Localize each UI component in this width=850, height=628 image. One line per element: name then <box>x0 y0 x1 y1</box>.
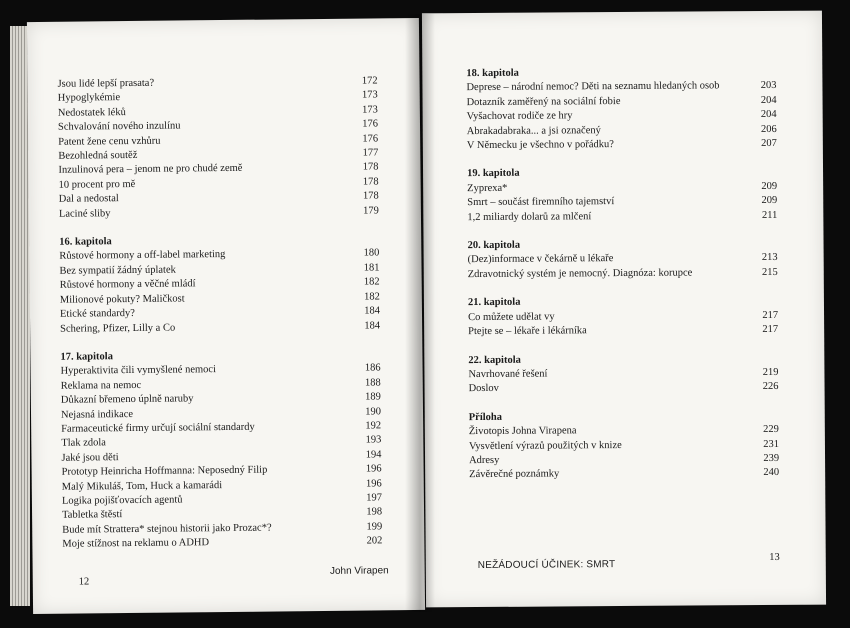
toc-entry-title: Patent žene cenu vzhůru <box>58 135 161 148</box>
toc-entry-page: 231 <box>763 438 779 450</box>
toc-entry-title: Bude mít Strattera* stejnou historii jako Prozac*? <box>62 522 272 536</box>
chapter-heading: 16. kapitola <box>59 236 112 248</box>
toc-entry-title: Moje stížnost na reklamu o ADHD <box>62 537 210 550</box>
toc-entry-page: 217 <box>762 324 779 336</box>
right-toc <box>466 65 779 483</box>
toc-entry-page: 226 <box>762 381 779 393</box>
toc-entry-page: 239 <box>763 452 780 464</box>
running-head-author: John Virapen <box>329 565 389 577</box>
toc-entry <box>469 466 779 483</box>
toc-entry-title: Farmaceutické firmy určují sociální standardy <box>61 421 255 435</box>
toc-entry-page: 192 <box>365 420 382 432</box>
toc-entry-page: 219 <box>762 366 779 378</box>
toc-entry-page: 180 <box>363 247 380 260</box>
toc-entry-title: Doslov <box>468 383 499 395</box>
toc-entry-title: Ptejte se – lékaře i lékárníka <box>468 325 587 338</box>
toc-entry-title: Zdravotnický systém je nemocný. Diagnóza: korupce <box>467 267 693 280</box>
book-gutter <box>405 14 435 612</box>
toc-entry-title: Životopis Johna Virapena <box>468 425 577 438</box>
toc-entry-page: 202 <box>366 535 383 547</box>
chapter-heading: Příloha <box>468 411 503 423</box>
toc-entry-page: 186 <box>364 362 381 374</box>
toc-entry-title: Etické standardy? <box>59 308 135 320</box>
toc-entry-title: Prototyp Heinricha Hoffmanna: Neposedný Filip <box>61 464 268 478</box>
toc-entry-page: 207 <box>761 137 777 150</box>
chapter-heading: 19. kapitola <box>467 168 520 180</box>
toc-entry-title: Dotazník zaměřený na sociální fobie <box>466 95 621 108</box>
toc-entry-page: 209 <box>761 195 778 207</box>
right-page-number: 13 <box>769 551 780 563</box>
toc-entry-page: 173 <box>362 104 378 116</box>
toc-entry-title: Růstové hormony a off-label marketing <box>59 249 226 263</box>
toc-entry-page: 178 <box>362 161 379 173</box>
toc-entry-page: 173 <box>361 89 378 101</box>
toc-entry-title: Navrhované řešení <box>468 368 548 380</box>
toc-entry-page: 178 <box>362 190 379 202</box>
left-page <box>27 18 425 614</box>
toc-entry-page: 179 <box>363 205 379 217</box>
toc-entry-title: Zyprexa* <box>467 182 508 194</box>
right-page <box>422 11 826 608</box>
toc-entry-page: 172 <box>361 75 378 87</box>
toc-entry-title: Hypoglykémie <box>57 92 121 105</box>
chapter-heading: 20. kapitola <box>467 239 521 252</box>
toc-entry-title: 10 procent pro mě <box>58 178 136 191</box>
toc-entry-page: 176 <box>362 118 379 130</box>
toc-entry-title: Jsou lidé lepší prasata? <box>57 77 155 90</box>
toc-entry-title: Závěrečné poznámky <box>469 468 560 481</box>
toc-entry-title: Dal a nedostal <box>58 193 119 205</box>
toc-entry-title: Laciné sliby <box>58 207 111 220</box>
toc-entry-page: 198 <box>366 506 383 518</box>
toc-entry-page: 206 <box>760 123 777 135</box>
toc-entry-page: 190 <box>365 405 382 418</box>
toc-entry-page: 204 <box>760 109 777 121</box>
toc-entry-title: Smrt – součást firemního tajemství <box>467 196 615 209</box>
toc-entry-title: Logika pojišťovacích agentů <box>61 494 183 507</box>
toc-entry-page: 199 <box>366 521 383 533</box>
toc-entry-title: Jaké jsou děti <box>61 451 119 464</box>
toc-entry-page: 211 <box>761 209 778 221</box>
toc-entry-title: Abrakadabraka... a jsi označený <box>466 124 601 137</box>
toc-entry-title: Tabletka štěstí <box>62 509 123 522</box>
toc-entry-title: Růstové hormony a věčné mládí <box>59 278 196 292</box>
toc-entry-page: 229 <box>763 424 779 436</box>
chapter-heading: 18. kapitola <box>466 67 519 80</box>
toc-entry-page: 215 <box>761 266 778 278</box>
toc-entry-title: Schering, Pfizer, Lilly a Co <box>60 322 176 335</box>
toc-entry-page: 209 <box>761 180 778 192</box>
toc-entry-title: Bezohledná soutěž <box>58 149 138 162</box>
chapter-heading: 21. kapitola <box>467 297 521 309</box>
chapter-heading: 22. kapitola <box>468 354 521 366</box>
toc-entry-title: (Dez)informace v čekárně u lékaře <box>467 253 614 266</box>
toc-entry-page: 188 <box>364 377 381 389</box>
toc-entry-title: Adresy <box>469 454 500 467</box>
toc-entry <box>62 535 382 553</box>
toc-entry-title: Tlak zdola <box>61 437 106 450</box>
toc-entry-page: 178 <box>362 176 379 188</box>
left-page-number: 12 <box>78 576 90 588</box>
toc-entry-page: 196 <box>365 463 382 475</box>
toc-entry-title: Bez sympatií žádný úplatek <box>59 264 176 277</box>
toc-entry-page: 194 <box>365 449 382 461</box>
toc-entry-page: 184 <box>364 305 381 317</box>
chapter-heading: 17. kapitola <box>60 351 113 363</box>
toc-entry-page: 204 <box>760 94 777 106</box>
toc-entry-title: Milionové pokuty? Maličkost <box>59 293 185 306</box>
toc-entry-page: 217 <box>762 309 779 321</box>
toc-entry-title: Deprese – národní nemoc? Děti na seznamu hledaných osob <box>466 80 720 94</box>
toc-entry-title: 1,2 miliardy dolarů za mlčení <box>467 210 592 223</box>
toc-entry-page: 177 <box>362 147 379 159</box>
toc-entry-title: V Německu je všechno v pořádku? <box>466 139 614 152</box>
toc-entry-title: Hyperaktivita čili vymyšlené nemoci <box>60 364 217 378</box>
toc-entry-title: Malý Mikuláš, Tom, Huck a kamarádi <box>61 479 223 493</box>
toc-entry-page: 181 <box>363 262 380 274</box>
toc-entry-title: Inzulinová pera – jenom ne pro chudé země <box>58 163 243 177</box>
toc-entry-title: Vysvětlení výrazů použitých v knize <box>468 439 622 452</box>
toc-entry-page: 196 <box>365 477 382 490</box>
toc-entry-page: 182 <box>363 291 380 303</box>
toc-entry-title: Vyšachovat rodiče ze hry <box>466 110 573 123</box>
toc-entry-title: Nedostatek léků <box>57 106 126 119</box>
toc-entry-title: Schvalování nového inzulínu <box>57 120 181 133</box>
toc-entry-title: Co můžete udělat vy <box>468 311 555 323</box>
running-head-title: NEŽÁDOUCÍ ÚČINEK: SMRT <box>477 559 616 572</box>
left-toc <box>57 74 382 552</box>
toc-entry-page: 240 <box>763 467 780 479</box>
toc-entry-page: 182 <box>363 276 380 288</box>
toc-entry-page: 184 <box>364 319 381 332</box>
toc-entry-page: 176 <box>362 133 379 145</box>
toc-entry-page: 189 <box>365 391 381 403</box>
toc-entry-page: 197 <box>366 492 382 504</box>
toc-entry-page: 193 <box>365 434 382 446</box>
toc-entry-title: Reklama na nemoc <box>60 379 142 392</box>
toc-entry-page: 213 <box>761 252 778 264</box>
toc-entry-page: 203 <box>760 80 777 92</box>
toc-entry-title: Důkazní břemeno úplně naruby <box>60 393 194 406</box>
toc-entry-title: Nejasná indikace <box>60 408 134 421</box>
